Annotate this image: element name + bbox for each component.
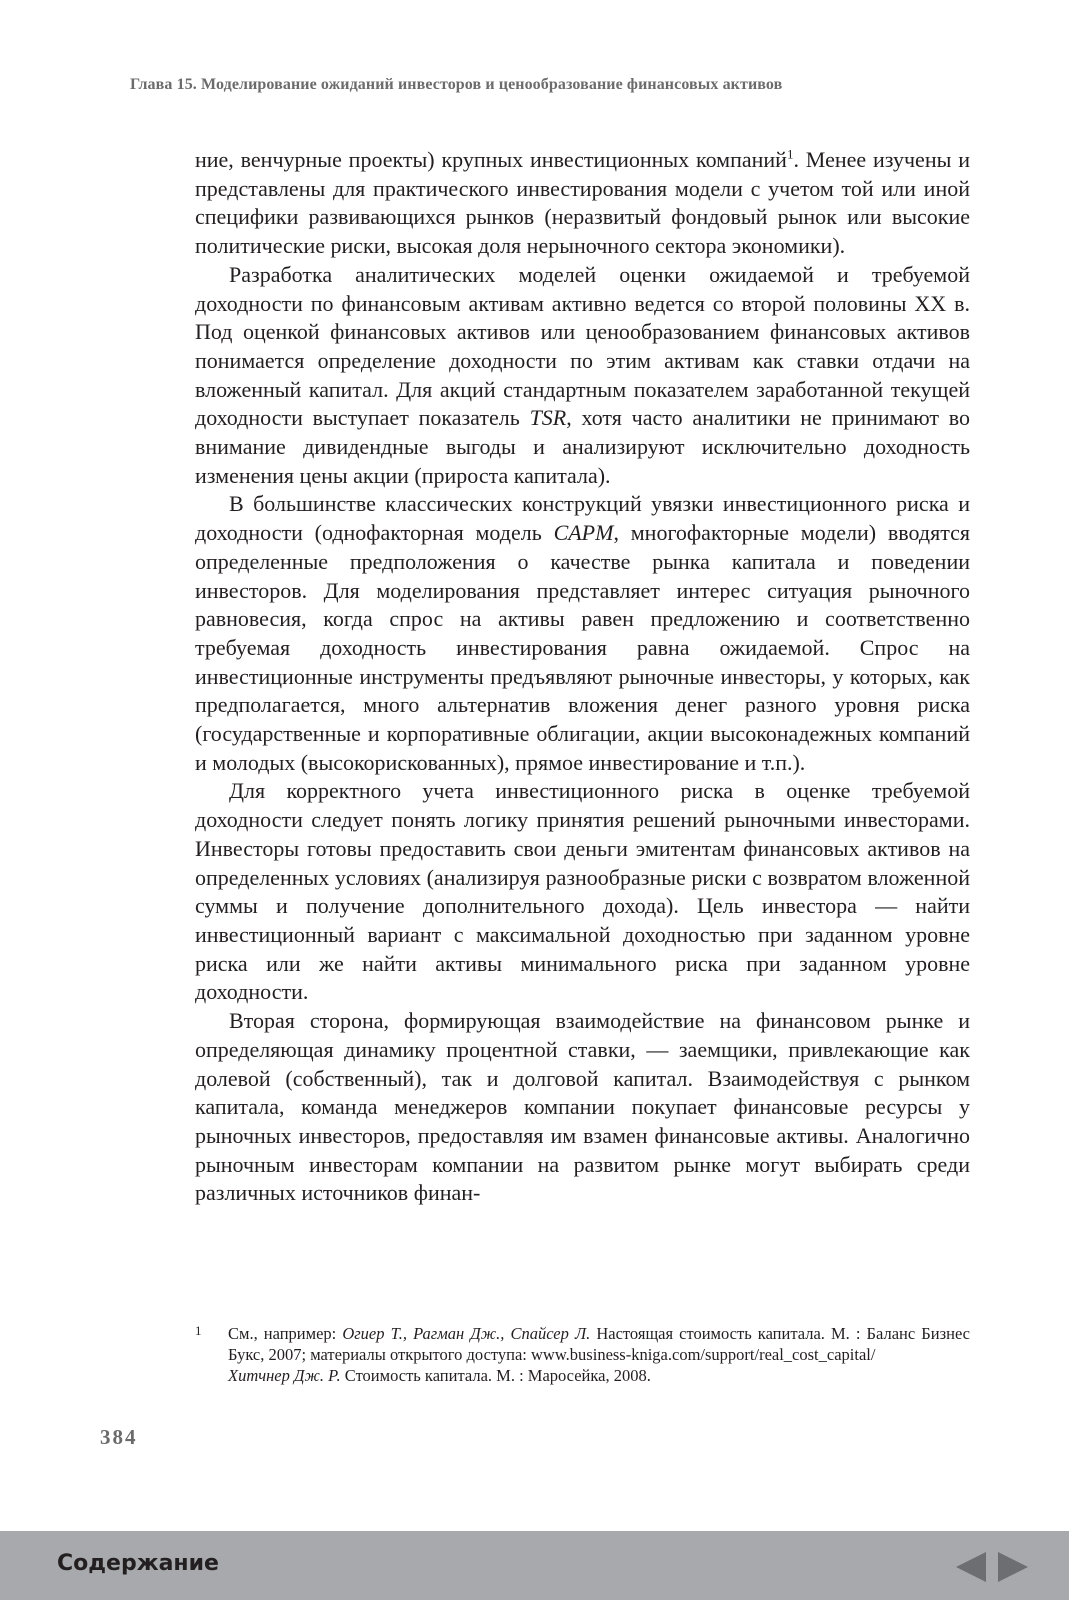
text-run: Разработка аналитических моделей оценки ожидаемой и требуемой доходности по финансовым активам активно ведется со второй половины XX в. Под оценкой финансовых активов или ценообразованием финансовых активов понимается определение доходности по этим активам как ставки отдачи на вложенный капитал. Для акций стандартным показателем заработанной текущей доходности выступает показатель	[195, 261, 970, 431]
footnote-body	[228, 1323, 970, 1386]
paragraph: Вторая сторона, формирующая взаимодействие на финансовом рынке и определяющая динамику процентной ставки, — заемщики, привлекающие как долевой (собственный), так и долговой капитал. Взаимодействуя с рынком капитала, команда менеджеров компании покупает финансовые ресурсы у рыночных инвесторов, предоставляя им взамен финансовые активы. Аналогично рыночным инвесторам компании на развитом рынке могут выбирать среди различных источников финан-	[195, 1008, 970, 1206]
next-page-button[interactable]	[996, 1551, 1030, 1583]
footnote-mark: 1	[195, 1323, 202, 1338]
running-head: Глава 15. Моделирование ожиданий инвесторов и ценообразование финансовых активов	[130, 76, 783, 93]
paragraph	[195, 261, 970, 491]
text-run: Стоимость капитала. М. : Маросейка, 2008.	[340, 1366, 651, 1385]
italic-term: CAPM	[553, 520, 614, 546]
italic-term: TSR	[529, 405, 567, 431]
text-run: , многофакторные модели) вводятся определенные предположения о качестве рынка капитала и поведении инвесторов. Для моделирования представляет интерес ситуация рыночного равновесия, когда спрос на активы равен предложению и соответственно требуемая доходность инвестирования равна ожидаемой. Спрос на инвестиционные инструменты предъявляют рыночные инвесторы, у которых, как предполагается, много альтернатив вложения денег разного уровня риска (государственные и корпоративные облигации, акции высоконадежных компаний и молодых (высокорискованных), прямое инвестирование и т.п.).	[195, 520, 970, 775]
author-name: Огиер Т., Рагман Дж., Спайсер Л.	[342, 1324, 591, 1343]
paragraph	[195, 490, 970, 777]
arrow-left-icon	[954, 1551, 988, 1583]
main-text	[195, 146, 970, 1208]
arrow-right-icon	[996, 1551, 1030, 1583]
previous-page-button[interactable]	[954, 1551, 988, 1583]
table-of-contents-button[interactable]: Содержание	[57, 1551, 219, 1576]
text-run: ние, венчурные проекты) крупных инвестиционных компаний	[195, 147, 787, 172]
footnote-ref[interactable]: 1	[786, 146, 794, 162]
author-name: Хитчнер Дж. Р.	[228, 1366, 341, 1385]
text-run: В большинстве классических конструкций увязки инвестиционного риска и доходности (однофакторная модель	[195, 491, 970, 546]
text-run: Настоящая стоимость капитала. М. : Баланс Бизнес Букс, 2007; материалы открытого доступа: www.business-kniga.com/support/real_cost_capital/	[228, 1324, 970, 1364]
footnote	[195, 1323, 970, 1386]
footer-navigation-bar	[0, 1531, 1069, 1600]
paragraph: Для корректного учета инвестиционного риска в оценке требуемой доходности следует понять логику принятия решений рыночными инвесторами. Инвесторы готовы предоставить свои деньги эмитентам финансовых активов на определенных условиях (анализируя разнообразные риски с возвратом вложенной суммы и получение дополнительного дохода). Цель инвестора — найти инвестиционный вариант с максимальной доходностью при заданном уровне риска или же найти активы минимального риска при заданном уровне доходности.	[195, 778, 970, 1005]
page-number: 384	[100, 1425, 138, 1449]
text-run: См., например:	[228, 1324, 343, 1343]
text-run: . Менее изучены и представлены для практического инвестирования модели с учетом той или иной специфики развивающихся рынков (неразвитый фондовый рынок или высокие политические риски, высокая доля нерыночного сектора экономики).	[195, 147, 970, 259]
paragraph	[195, 146, 970, 261]
footnote-line	[228, 1365, 970, 1386]
footnote-line	[228, 1323, 970, 1365]
text-run: , хотя часто аналитики не принимают во внимание дивидендные выгоды и анализируют исключительно доходность изменения цены акции (прироста капитала).	[195, 405, 970, 488]
